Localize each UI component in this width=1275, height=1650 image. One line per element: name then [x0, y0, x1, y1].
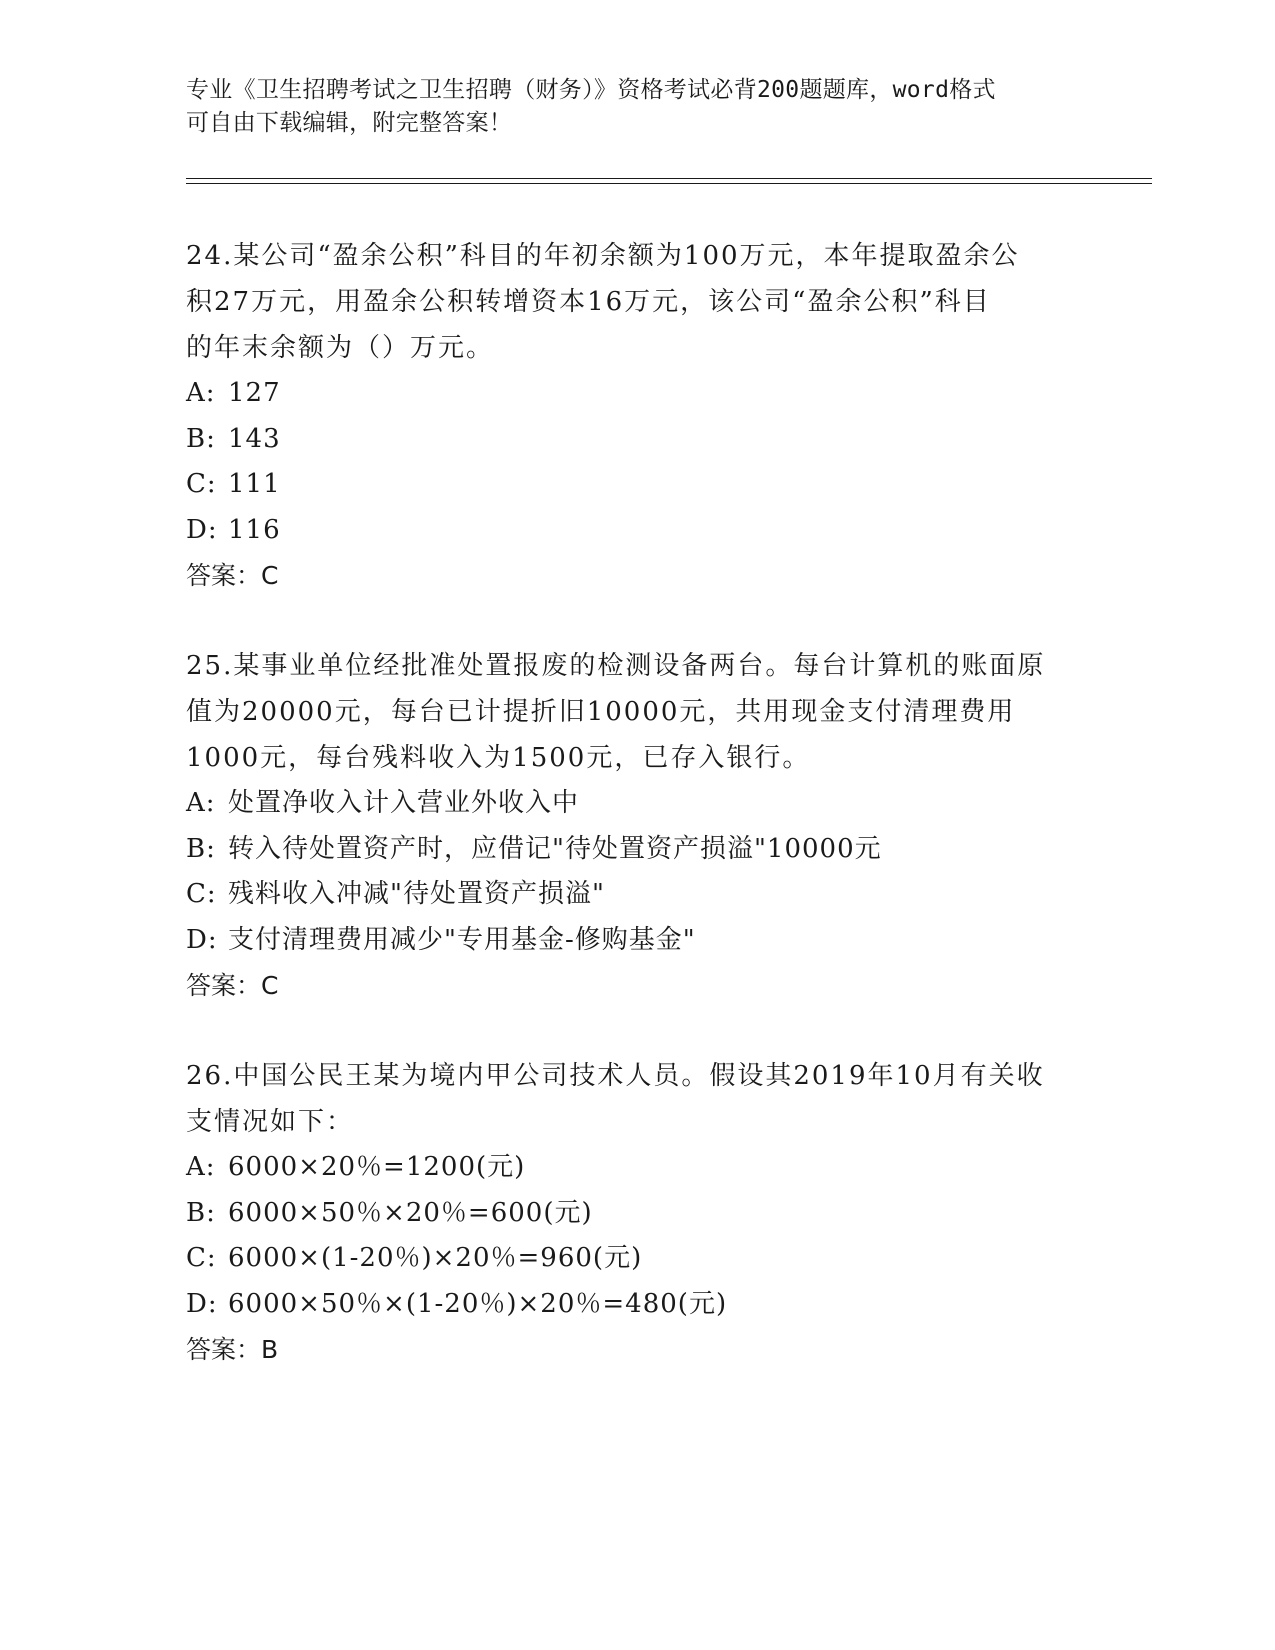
document-page — [186, 0, 1156, 1650]
header-double-rule — [186, 178, 1152, 184]
option-text: 处置净收入计入营业外收入中 — [228, 788, 580, 818]
option-text: 6000×50％×20％=600(元) — [228, 1197, 593, 1228]
option-letter: D: — [186, 1288, 218, 1319]
option-text: 残料收入冲减"待处置资产损溢" — [228, 879, 605, 909]
document-header — [186, 74, 1066, 140]
option-c — [186, 462, 1066, 508]
option-text: 143 — [228, 423, 281, 454]
option-text: 6000×(1-20％)×20％=960(元) — [228, 1243, 643, 1273]
question-25 — [186, 643, 1066, 1009]
option-b — [186, 827, 1066, 873]
answer-line: 答案：C — [186, 971, 279, 1000]
option-text: 转入待处置资产时，应借记"待处置资产损溢"10000元 — [228, 833, 882, 864]
option-c — [186, 1236, 1066, 1282]
question-stem-line: 24.某公司“盈余公积”科目的年初余额为100万元，本年提取盈余公 — [186, 241, 1020, 271]
question-stem-line: 1000元，每台残料收入为1500元，已存入银行。 — [186, 743, 811, 773]
option-a — [186, 781, 1066, 827]
option-text: 127 — [228, 378, 281, 408]
header-subtitle-line: 可自由下载编辑，附完整答案！ — [186, 110, 513, 136]
question-stem-line: 值为20000元，每台已计提折旧10000元，共用现金支付清理费用 — [186, 697, 1016, 727]
question-stem-line: 的年末余额为（）万元。 — [186, 333, 495, 363]
option-b — [186, 417, 1066, 463]
option-letter: C: — [186, 879, 217, 909]
option-letter: A: — [186, 378, 216, 408]
option-text: 6000×20％=1200(元) — [228, 1152, 526, 1182]
answer-line: 答案：B — [186, 1335, 279, 1364]
option-d — [186, 508, 1066, 554]
question-stem-line: 25.某事业单位经批准处置报废的检测设备两台。每台计算机的账面原 — [186, 651, 1046, 681]
option-d — [186, 918, 1066, 964]
option-a — [186, 1145, 1066, 1191]
question-24 — [186, 233, 1066, 599]
option-letter: A: — [186, 1152, 216, 1182]
option-d — [186, 1282, 1066, 1328]
question-stem-line: 26.中国公民王某为境内甲公司技术人员。假设其2019年10月有关收 — [186, 1061, 1045, 1091]
option-c — [186, 872, 1066, 918]
option-letter: B: — [186, 423, 216, 454]
option-text: 111 — [228, 469, 281, 499]
option-text: 6000×50％×(1-20％)×20％=480(元) — [228, 1288, 728, 1319]
option-letter: A: — [186, 788, 216, 818]
option-letter: D: — [186, 514, 218, 545]
option-b — [186, 1191, 1066, 1237]
header-title-line: 专业《卫生招聘考试之卫生招聘（财务）》资格考试必背200题题库，word格式 — [186, 77, 996, 103]
option-a — [186, 371, 1066, 417]
option-letter: B: — [186, 1197, 216, 1228]
option-letter: B: — [186, 833, 216, 864]
option-letter: D: — [186, 924, 218, 955]
option-text: 116 — [228, 514, 281, 545]
question-stem-line: 积27万元，用盈余公积转增资本16万元，该公司“盈余公积”科目 — [186, 287, 991, 317]
answer-line: 答案：C — [186, 561, 279, 590]
option-text: 支付清理费用减少"专用基金-修购基金" — [228, 924, 696, 955]
question-stem-line: 支情况如下： — [186, 1107, 355, 1137]
option-letter: C: — [186, 1243, 217, 1273]
question-26 — [186, 1053, 1066, 1373]
option-letter: C: — [186, 469, 217, 499]
